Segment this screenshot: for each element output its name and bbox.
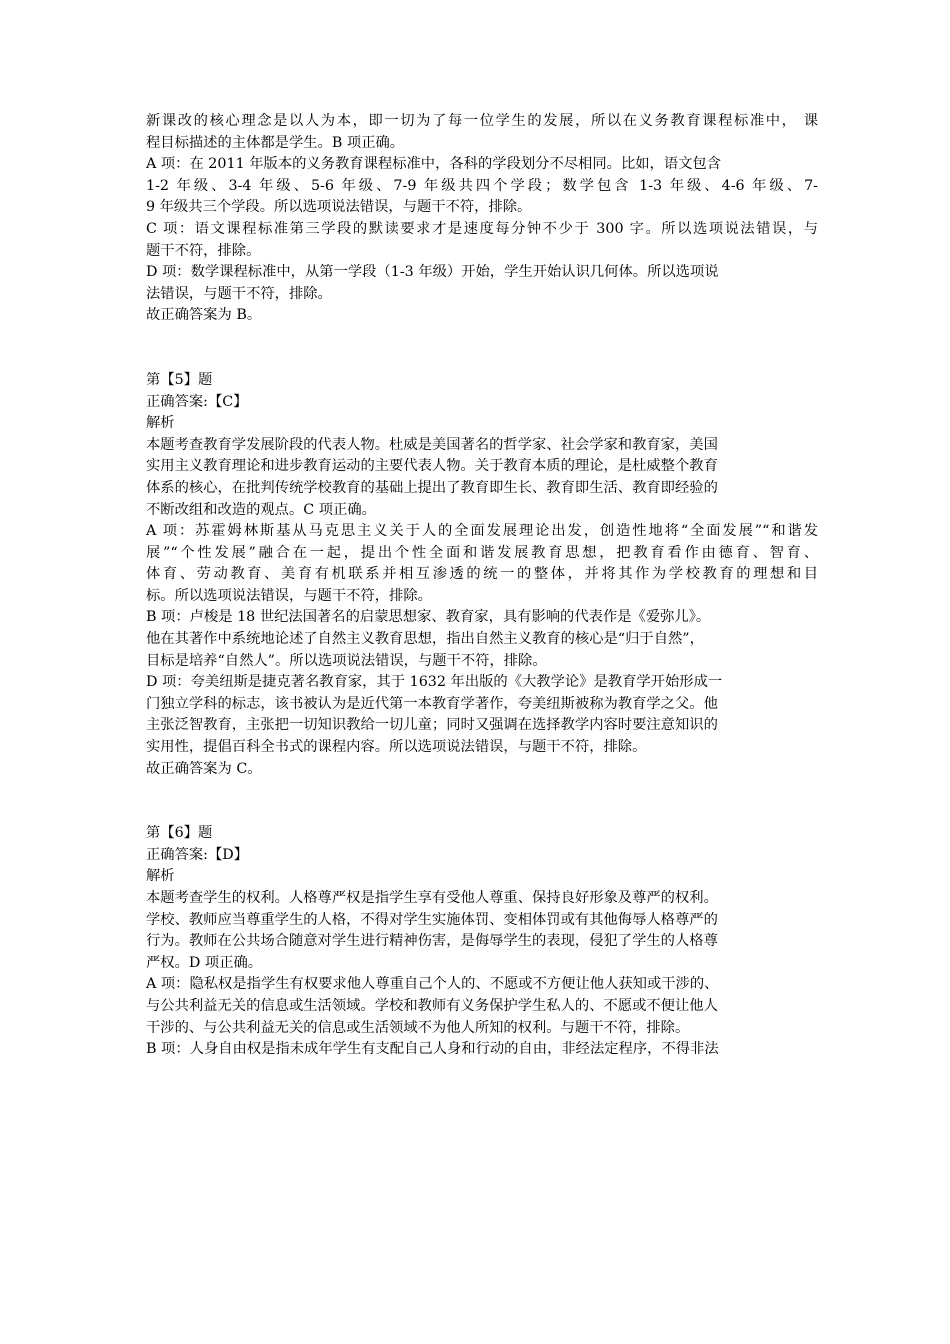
analysis-line: A 项：苏霍姆林斯基从马克思主义关于人的全面发展理论出发，创造性地将“全面发展”“和谐发 — [146, 523, 818, 540]
intro-line: D 项：数学课程标准中，从第一学段（1-3 年级）开始，学生开始认识几何体。所以选项说 — [146, 264, 719, 281]
analysis-line: 行为。教师在公共场合随意对学生进行精神伤害，是侮辱学生的表现，侵犯了学生的人格尊 — [146, 933, 718, 950]
analysis-line: 本题考查教育学发展阶段的代表人物。杜威是美国著名的哲学家、社会学家和教育家，美国 — [146, 436, 718, 453]
intro-line: 新课改的核心理念是以人为本，即一切为了每一位学生的发展，所以在义务教育课程标准中， 课 — [146, 113, 818, 129]
intro-line: 题干不符，排除。 — [146, 242, 261, 259]
analysis-line: 实用性，提倡百科全书式的课程内容。所以选项说法错误，与题干不符，排除。 — [146, 739, 647, 756]
intro-line: 9 年级共三个学段。所以选项说法错误，与题干不符，排除。 — [146, 199, 532, 216]
question-title: 第【6】题 — [146, 825, 213, 842]
analysis-line: D 项：夸美纽斯是捷克著名教育家，其于 1632 年出版的《大教学论》是教育学开始形成一 — [146, 674, 723, 691]
intro-line: 法错误，与题干不符，排除。 — [146, 285, 332, 302]
question-title: 第【5】题 — [146, 371, 213, 388]
analysis-line: 体育、劳动教育、美育有机联系并相互渗透的统一的整体，并将其作为学校教育的理想和目 — [146, 566, 818, 583]
analysis-line: 学校、教师应当尊重学生的人格，不得对学生实施体罚、变相体罚或有其他侮辱人格尊严的 — [146, 911, 718, 928]
analysis-line: 主张泛智教育，主张把一切知识教给一切儿童；同时又强调在选择教学内容时要注意知识的 — [146, 717, 718, 734]
analysis-line: 干涉的、与公共利益无关的信息或生活领域不为他人所知的权利。与题干不符，排除。 — [146, 1019, 690, 1036]
correct-answer: 正确答案:【D】 — [146, 846, 249, 863]
analysis-label: 解析 — [146, 415, 175, 432]
intro-block — [146, 111, 818, 327]
question-5-block — [146, 370, 818, 780]
analysis-line: 严权。D 项正确。 — [146, 954, 263, 971]
document-page — [146, 111, 818, 1061]
correct-answer: 正确答案:【C】 — [146, 393, 248, 410]
intro-line: A 项：在 2011 年版本的义务教育课程标准中，各科的学段划分不尽相同。比如，语文包含 — [146, 156, 722, 173]
intro-line: 程目标描述的主体都是学生。B 项正确。 — [146, 134, 405, 151]
intro-line: 故正确答案为 B。 — [146, 307, 262, 324]
analysis-line: A 项：隐私权是指学生有权要求他人尊重自己个人的、不愿或不方便让他人获知或干涉的、 — [146, 976, 719, 993]
analysis-line: B 项：卢梭是 18 世纪法国著名的启蒙思想家、教育家，具有影响的代表作是《爱弥儿》。 — [146, 609, 711, 626]
intro-line: C 项：语文课程标准第三学段的默读要求才是速度每分钟不少于 300 字。所以选项说法错误，与 — [146, 220, 818, 237]
analysis-label: 解析 — [146, 868, 175, 885]
analysis-line: 目标是培养“自然人”。所以选项说法错误，与题干不符，排除。 — [146, 652, 547, 669]
analysis-line: 标。所以选项说法错误，与题干不符，排除。 — [146, 587, 432, 604]
analysis-line: 实用主义教育理论和进步教育运动的主要代表人物。关于教育本质的理论，是杜威整个教育 — [146, 458, 718, 475]
analysis-line: 与公共利益无关的信息或生活领域。学校和教师有义务保护学生私人的、不愿或不便让他人 — [146, 997, 718, 1014]
analysis-line: 展”“个性发展”融合在一起，提出个性全面和谐发展教育思想，把教育看作由德育、智育、 — [146, 544, 818, 561]
analysis-line: 体系的核心，在批判传统学校教育的基础上提出了教育即生长、教育即生活、教育即经验的 — [146, 479, 718, 496]
analysis-line: 本题考查学生的权利。人格尊严权是指学生享有受他人尊重、保持良好形象及尊严的权利。 — [146, 890, 718, 906]
analysis-line: 他在其著作中系统地论述了自然主义教育思想，指出自然主义教育的核心是“归于自然”， — [146, 631, 704, 648]
intro-line: 1-2 年级、3-4 年级、5-6 年级、7-9 年级共四个学段；数学包含 1-3 年级、4-6 年级、7- — [146, 177, 818, 194]
analysis-line: 故正确答案为 C。 — [146, 760, 262, 777]
analysis-line: 不断改组和改造的观点。C 项正确。 — [146, 501, 376, 518]
analysis-line: B 项：人身自由权是指未成年学生有支配自己人身和行动的自由，非经法定程序，不得非法 — [146, 1041, 719, 1058]
analysis-line: 门独立学科的标志，该书被认为是近代第一本教育学著作，夸美纽斯被称为教育学之父。他 — [146, 695, 718, 712]
question-6-block — [146, 823, 818, 1061]
